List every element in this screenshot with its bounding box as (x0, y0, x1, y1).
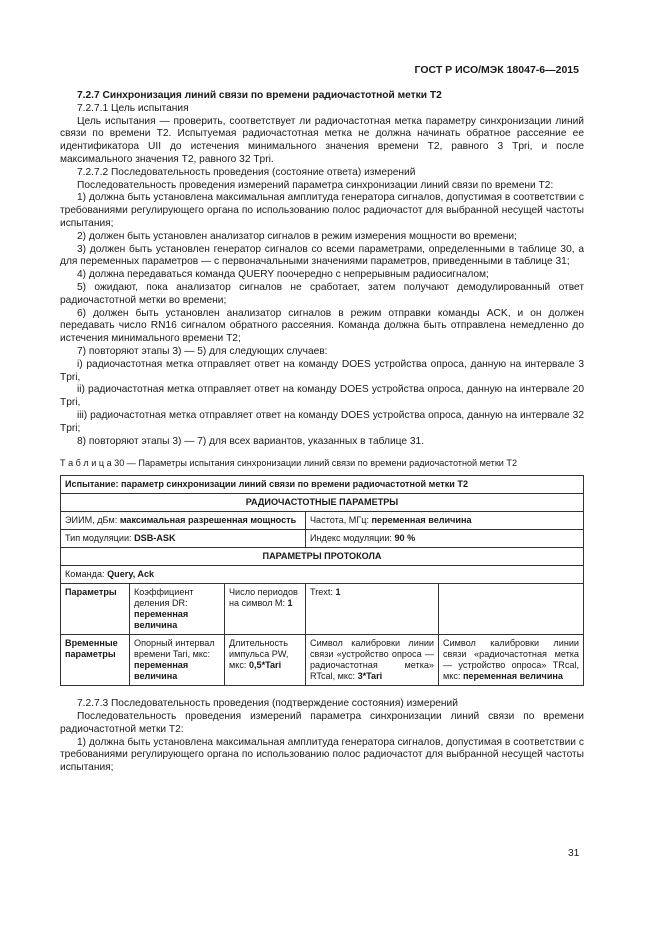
eirp-value: максимальная разрешенная мощность (119, 515, 297, 526)
trext-value: 1 (335, 587, 341, 598)
paragraph: 7) повторяют этапы 3) — 5) для следующих случаев: (77, 345, 328, 357)
trext-label: Trext: (310, 587, 336, 598)
command-cell (61, 566, 584, 584)
empty-cell (439, 584, 584, 635)
paragraph: ii) радиочастотная метка отправляет ответ на команду DOES устройства опроса, данную на интервале 20 Tpri, (60, 384, 584, 409)
paragraph: 5) ожидают, пока анализатор сигналов не сработает, затем получают демодулированный ответ радиочастотной метки во времени; (60, 281, 584, 306)
paragraph: 7.2.7.2 Последовательность проведения (состояние ответа) измерений (77, 166, 416, 178)
paragraph: 2) должен быть установлен анализатор сигналов в режим измерения мощности во времени; (77, 230, 517, 242)
command-value: Query, Ack (107, 569, 155, 580)
pw-label: Длительность импульса PW, мкс: (229, 638, 289, 671)
eirp-cell (61, 512, 306, 530)
protocol-parameters-header: ПАРАМЕТРЫ ПРОТОКОЛА (61, 548, 584, 566)
paragraph: iii) радиочастотная метка отправляет ответ на команду DOES устройства опроса, данную на интервале 32 Tpri; (60, 409, 584, 434)
paragraph: 1) должна быть установлена максимальная амплитуда генератора сигналов, допустимая в соответствии с требованиями регулирующего органа по использованию полос радиочастот для выбранной несущей частоты испытания; (60, 736, 584, 774)
rtcal-cell (306, 635, 439, 686)
tari-label: Опорный интервал времени Tari, мкс: (134, 638, 215, 660)
modulation-type-cell (61, 530, 306, 548)
trcal-value: переменная величина (462, 671, 563, 682)
rtcal-value: 3*Tari (357, 671, 383, 682)
dr-value: переменная величина (134, 609, 189, 631)
modulation-index-label: Индекс модуляции: (310, 533, 395, 544)
m-value: 1 (287, 598, 293, 609)
rf-parameters-header: РАДИОЧАСТОТНЫЕ ПАРАМЕТРЫ (61, 494, 584, 512)
modulation-index-value: 90 % (394, 533, 416, 544)
frequency-value: переменная величина (371, 515, 472, 526)
paragraph: 7.2.7.1 Цель испытания (77, 102, 189, 114)
paragraph: i) радиочастотная метка отправляет ответ на команду DOES устройства опроса, данную на интервале 3 Tpri, (60, 358, 584, 383)
params-label: Параметры (61, 584, 130, 635)
after-table-text (60, 698, 584, 775)
paragraph: 7.2.7.3 Последовательность проведения (подтверждение состояния) измерений (77, 698, 458, 710)
paragraph: 8) повторяют этапы 3) — 7) для всех вариантов, указанных в таблице 31. (77, 435, 425, 447)
paragraph: 1) должна быть установлена максимальная амплитуда генератора сигналов, допустимая в соответствии с требованиями регулирующего органа по использованию полос радиочастот для выбранной несущей частоты испытания; (60, 192, 584, 229)
dr-cell (130, 584, 225, 635)
command-label: Команда: (65, 569, 108, 580)
eirp-label: ЭИИМ, дБм: (65, 515, 120, 526)
paragraph: Последовательность проведения измерений параметра синхронизации линий связи по времени T2: (77, 179, 554, 191)
tari-value: переменная величина (134, 660, 189, 682)
paragraph: 3) должен быть установлен генератор сигналов со всеми параметрами, определенными в таблице 30, а для переменных параметров — с первоначальными значениями параметров, приведенными в таблице 31; (60, 243, 584, 268)
time-params-label: Временные параметры (61, 635, 130, 686)
parameters-table (60, 475, 584, 686)
frequency-label: Частота, МГц: (310, 515, 372, 526)
paragraph: 4) должна передаваться команда QUERY поочередно с непрерывным радиосигналом; (77, 269, 489, 281)
m-label: Число периодов на символ M: (229, 587, 298, 609)
modulation-type-label: Тип модуляции: (65, 533, 135, 544)
paragraph: 6) должен быть установлен анализатор сигналов в режим отправки команды ACK, и он должен передавать число RN16 сигналом обратного рассеяния. Команда должна быть отправлена немедленно до истечения минимального времени T2; (60, 307, 584, 345)
page-number: 31 (568, 848, 580, 859)
dr-label: Коэффициент деления DR: (134, 587, 194, 609)
pw-value: 0,5*Tari (248, 660, 282, 671)
paragraph: Цель испытания — проверить, соответствует ли радиочастотная метка параметру синхронизации линий связи по времени T2. Испытуемая радиочастотная метка не должна начинать обратное рассеяние ее идентификатора UII до истечения минимального значения времени T2, равного 3 Tpri, и после максимального значения T2, равного 32 Tpri. (60, 115, 584, 165)
modulation-type-value: DSB-ASK (134, 533, 176, 544)
trcal-cell (439, 635, 584, 686)
rtcal-label: Символ калибровки линии связи «устройство опроса — радиочастотная метка» RTcal, мкс: (310, 638, 434, 682)
pw-cell (225, 635, 306, 686)
tari-cell (130, 635, 225, 686)
trcal-label: Символ калибровки линии связи «радиочастотная метка — устройство опроса» TRcal, мкс: (443, 638, 579, 682)
frequency-cell (306, 512, 584, 530)
section-title: 7.2.7 Синхронизация линий связи по времени радиочастотной метки T2 (77, 90, 442, 101)
trext-cell (306, 584, 439, 635)
document-header: ГОСТ Р ИСО/МЭК 18047-6—2015 (414, 64, 579, 76)
table-title: Испытание: параметр синхронизации линий связи по времени радиочастотной метки T2 (61, 476, 584, 494)
paragraph: Последовательность проведения измерений параметра синхронизации линий связи по времени радиочастотной метки T2: (60, 710, 584, 735)
m-cell (225, 584, 306, 635)
page-content (60, 90, 584, 775)
table-caption: Т а б л и ц а 30 — Параметры испытания синхронизации линий связи по времени радиочастотной метки T2 (60, 458, 518, 469)
modulation-index-cell (306, 530, 584, 548)
